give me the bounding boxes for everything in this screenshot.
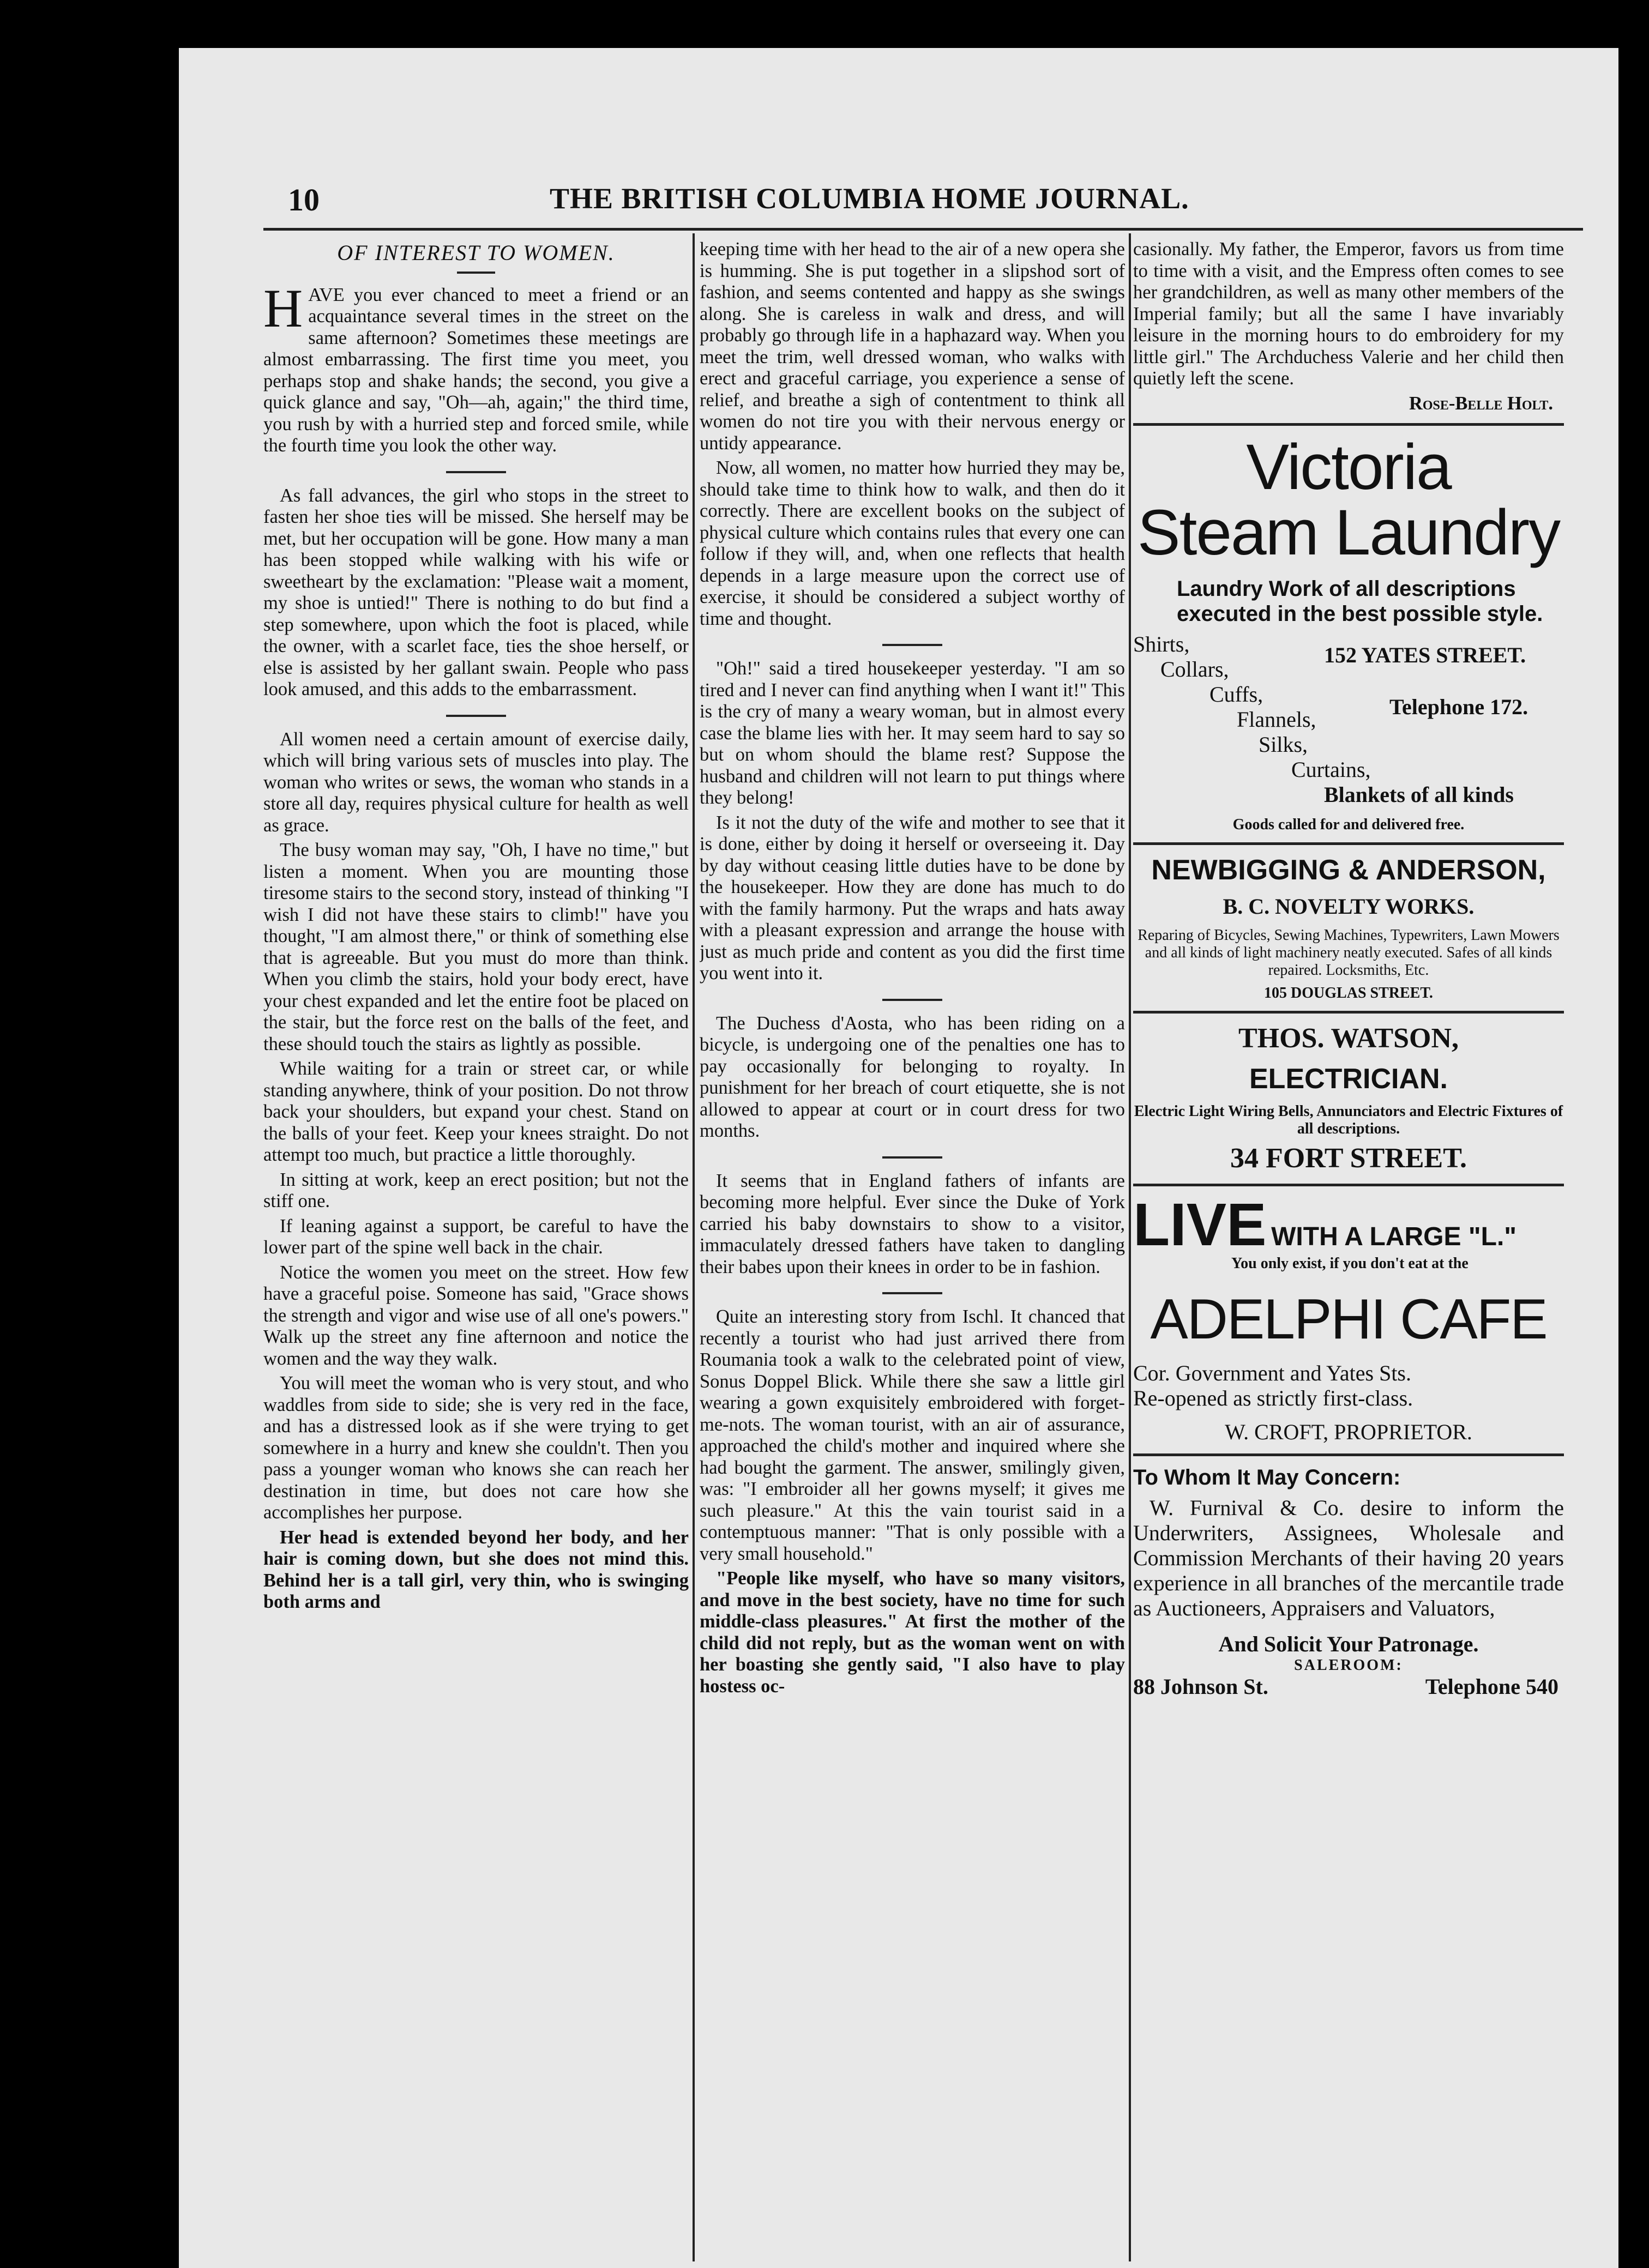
- ad-trade: ELECTRICIAN.: [1249, 1063, 1448, 1095]
- ad-victoria-steam-laundry: [1133, 431, 1564, 834]
- ad-reopened: Re-opened as strictly first-class.: [1133, 1386, 1413, 1410]
- ad-address: 34 FORT STREET.: [1230, 1143, 1467, 1174]
- section-title: OF INTEREST TO WOMEN.: [337, 240, 615, 265]
- ad-item: Curtains,: [1291, 757, 1371, 782]
- column-divider-right: [1129, 233, 1131, 2261]
- column-3: [1133, 239, 1564, 2267]
- paragraph-divider: [882, 999, 942, 1001]
- paragraph-divider: [882, 644, 942, 646]
- ad-item: Collars,: [1160, 657, 1229, 681]
- paragraph-text: AVE you ever chanced to meet a friend or an acquaintance several times in the street on the same afternoon? Sometimes these meetings are almost embarrassing. The first time you meet, you perhaps stop and shake hands; the second, you give a quick glance and say, "Oh—ah, again;" the third time, you rush by with a hurried step and forced smile, while the fourth time you look the other way.: [263, 284, 689, 456]
- article-paragraph: You will meet the woman who is very stout, and who waddles from side to side; she is very red in the face, and has a distressed look as if she were trying to get somewhere in a hurry and knew she couldn't. Then you pass a younger woman who knows she can reach her destination in time, but does not care how she accomplishes her purpose.: [263, 1373, 689, 1523]
- column-1: [263, 239, 689, 2267]
- newspaper-page: [179, 48, 1618, 2268]
- ad-title: NEWBIGGING & ANDERSON,: [1151, 854, 1546, 886]
- ad-proprietor: W. CROFT, PROPRIETOR.: [1225, 1420, 1472, 1444]
- article-paragraph: Now, all women, no matter how hurried they may be, should take time to think how to walk, and then do it correctly. There are excellent books on the subject of physical culture which contains rules that every one can follow if they will, and, when one reflects that health depends in a large measure upon the correct use of exercise, it should be considered a subject worthy of time and thought.: [700, 457, 1125, 629]
- ad-corner: Cor. Government and Yates Sts.: [1133, 1361, 1411, 1385]
- ad-title: Steam Laundry: [1137, 497, 1560, 569]
- header-rule: [263, 228, 1583, 231]
- ad-thos-watson: [1133, 1022, 1564, 1175]
- article-paragraph: keeping time with her head to the air of a new opera she is humming. She is put together in a slipshod sort of fashion, and seems contented and happy as she swings along. She is careless in walk and dress, and will probably go through life in a haphazard way. When you meet the trim, well dressed woman, who walks with erect and graceful carriage, you experience a sense of relief, and breathe a sigh of contentment to think all women do not tire you with their nervous energy or untidy appearance.: [700, 239, 1125, 454]
- paragraph-divider: [446, 471, 506, 473]
- ad-subtitle: B. C. NOVELTY WORKS.: [1223, 894, 1475, 919]
- article-paragraph: casionally. My father, the Emperor, favors us from time to time with a visit, and the Empress often comes to see her grandchildren, as well as many other members of the Imperial family; but all the same I have invariably leisure in the morning hours to do embroidery for my little girl." The Archduchess Valerie and her child then quietly left the scene.: [1133, 239, 1564, 389]
- column-divider-left: [693, 233, 695, 2261]
- ad-item: Silks,: [1259, 732, 1308, 757]
- article-paragraph: The busy woman may say, "Oh, I have no time," but listen a moment. When you are mounting those tiresome stairs to the second story, instead of thinking "I wish I did not have these stairs to climb!" have you thought, "I am almost there," or think of something else that is agreeable. But you must do more than think. When you climb the stairs, hold your body erect, have your chest expanded and let the entire foot be placed on the stair, but the force rest on the balls of the feet, and these should touch the stairs as lightly as possible.: [263, 840, 689, 1054]
- ad-exist: You only exist, if you don't eat at the: [1231, 1255, 1469, 1272]
- article-paragraph: It seems that in England fathers of infants are becoming more helpful. Ever since the Duke of York carried his baby downstairs to show to a visitor, immaculately dressed fathers have taken to dangling their babes upon their knees in order to be in fashion.: [700, 1170, 1125, 1277]
- ad-address: 152 YATES STREET.: [1324, 643, 1526, 667]
- article-paragraph: Her head is extended beyond her body, and her hair is coming down, but she does not mind this. Behind her is a tall girl, very thin, who is swinging both arms and: [263, 1527, 689, 1612]
- article-paragraph: While waiting for a train or street car, or while standing anywhere, think of your position. Do not throw back your shoulders, but expand your chest. Stand on the balls of your feet. Keep your knees straight. Do not attempt too much, but practice a little thoroughly.: [263, 1058, 689, 1165]
- ad-tagline: Laundry Work of all descriptions executed in the best possible style.: [1177, 577, 1543, 626]
- ad-address: 88 Johnson St.: [1133, 1674, 1268, 1699]
- ad-furnival: [1133, 1465, 1564, 1702]
- ad-heading: To Whom It May Concern:: [1133, 1465, 1401, 1489]
- ad-item: Shirts,: [1133, 632, 1190, 656]
- article-paragraph: Is it not the duty of the wife and mother to see that it is done, either by doing it herself or overseeing it. Day by day without ceasing little duties have to be done by the housekeeper. How they are done has much to do with the family harmony. Put the wraps and hats away with a pleasant expression and arrange the house with just as much pride and content as you did the first time you went into it.: [700, 812, 1125, 984]
- ad-rule: [1133, 1011, 1564, 1014]
- ad-item: Blankets of all kinds: [1324, 782, 1514, 807]
- article-paragraph: "Oh!" said a tired housekeeper yesterday. "I am so tired and I never can find anything when I want it!" This is the cry of many a weary woman, but in almost every case the blame lies with her. It may seem hard to say so but on whom should the blame rest? Suppose the husband and children will not learn to put things where they belong!: [700, 658, 1125, 808]
- ad-description: Reparing of Bicycles, Sewing Machines, Typewriters, Lawn Mowers and all kinds of light machinery neatly executed. Safes of all kinds repaired. Locksmiths, Etc.: [1138, 927, 1560, 979]
- article-paragraph: As fall advances, the girl who stops in the street to fasten her shoe ties will be missed. She herself may be met, but her occupation will be gone. How many a man has been stopped while walking with his wife or sweetheart by the exclamation: "Please wait a moment, my shoe is untied!" There is nothing to do but find a step somewhere, upon which the foot is placed, while the owner, with a scarlet face, ties the shoe herself, or else is assisted by her gallant swain. People who pass look amused, and this adds to the embarrassment.: [263, 485, 689, 699]
- ad-solicit: And Solicit Your Patronage.: [1218, 1632, 1479, 1656]
- ad-rule: [1133, 423, 1564, 426]
- article-paragraph: [263, 278, 689, 457]
- author-signature: Rose-Belle Holt.: [1409, 393, 1553, 414]
- ad-newbigging-anderson: [1133, 854, 1564, 1002]
- ad-live: LIVE: [1133, 1191, 1267, 1258]
- ad-adelphi-cafe: [1133, 1191, 1564, 1445]
- paragraph-divider: [882, 1156, 942, 1159]
- paragraph-divider: [882, 1292, 942, 1294]
- ad-title: Victoria: [1246, 431, 1451, 503]
- ad-phone: Telephone 540: [1425, 1674, 1558, 1699]
- page-number: 10: [288, 182, 320, 218]
- ad-footer: Goods called for and delivered free.: [1232, 816, 1465, 833]
- title-divider: [457, 272, 495, 274]
- ad-address: 105 DOUGLAS STREET.: [1264, 985, 1433, 1002]
- column-2: [700, 239, 1125, 2267]
- ad-saleroom: SALEROOM:: [1294, 1657, 1403, 1674]
- ad-item-list: [1133, 632, 1564, 806]
- ad-name: THOS. WATSON,: [1238, 1023, 1459, 1054]
- article-paragraph: If leaning against a support, be careful to have the lower part of the spine well back in the chair.: [263, 1215, 689, 1258]
- ad-body: W. Furnival & Co. desire to inform the Underwriters, Assignees, Wholesale and Commission Merchants of their having 20 years experience in all branches of the mercantile trade as Auctioneers, Appraisers and Valuators,: [1133, 1495, 1564, 1620]
- drop-cap: H: [263, 278, 303, 339]
- ad-item: Flannels,: [1237, 707, 1316, 732]
- journal-title: THE BRITISH COLUMBIA HOME JOURNAL.: [550, 182, 1189, 215]
- article-paragraph: All women need a certain amount of exercise daily, which will bring various sets of muscles into play. The woman who writes or sews, the woman who stands in a store all day, requires physical culture for health as well as grace.: [263, 728, 689, 836]
- ad-rule: [1133, 1184, 1564, 1186]
- paragraph-divider: [446, 715, 506, 717]
- ad-description: Electric Light Wiring Bells, Annunciators and Electric Fixtures of all descriptions.: [1134, 1103, 1563, 1137]
- article-paragraph: In sitting at work, keep an erect position; but not the stiff one.: [263, 1169, 689, 1211]
- ad-slogan: WITH A LARGE "L.": [1271, 1222, 1517, 1251]
- article-paragraph: Quite an interesting story from Ischl. It chanced that recently a tourist who had just arrived there from Roumania took a walk to the celebrated point of view, Sonus Doppel Blick. While there she saw a little girl wearing a gown exquisitely embroidered with forget-me-nots. The woman tourist, with an air of assurance, approached the child's mother and inquired where she had bought the garment. The answer, smilingly given, was: "I embroider all her gowns myself; it gives me such pleasure." At this the vain tourist said in a contemptuous manner: "That is only possible with a very small household.": [700, 1306, 1125, 1564]
- article-paragraph: The Duchess d'Aosta, who has been riding on a bicycle, is undergoing one of the penalties one has to pay occasionally for belonging to royalty. In punishment for her breach of court etiquette, she is not allowed to appear at court or in court dress for two months.: [700, 1012, 1125, 1141]
- article-paragraph: "People like myself, who have so many visitors, and move in the best society, have no time for such middle-class pleasures." At first the mother of the child did not reply, but as the woman went on with her boasting she gently said, "I also have to play hostess oc-: [700, 1568, 1125, 1697]
- ad-item: Cuffs,: [1209, 682, 1263, 707]
- ad-rule: [1133, 842, 1564, 845]
- ad-cafe-name: ADELPHI CAFE: [1150, 1288, 1547, 1351]
- page-header: [288, 182, 1379, 225]
- ad-phone: Telephone 172.: [1389, 695, 1528, 719]
- ad-rule: [1133, 1453, 1564, 1456]
- article-paragraph: Notice the women you meet on the street. How few have a graceful poise. Someone has said, "Grace shows the strength and vigor and wise use of all one's powers." Walk up the street any fine afternoon and notice the women and the way they walk.: [263, 1262, 689, 1369]
